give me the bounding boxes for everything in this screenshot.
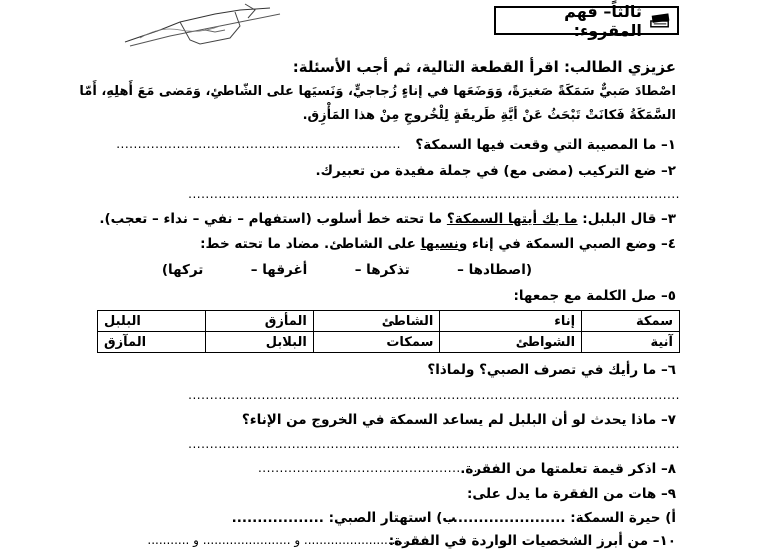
answer-line-2[interactable]: .................................................................................................................. <box>188 187 680 201</box>
table-cell[interactable]: المآزق <box>98 332 206 353</box>
answer-line-6[interactable]: .................................................................................................................. <box>188 388 680 402</box>
passage-line-2: السَّمَكَةُ فَكانَتْ تَبْحَثُ عَنْ أيَّةِ طَريقَةٍ لِلْخُروجِ مِنْ هذا المَأْزِق. <box>302 108 676 123</box>
question-7: ٧– ماذا يحدث لو أن البلبل لم يساعد السمكة في الخروج من الإناء؟ <box>241 412 676 428</box>
question-9-b: ب) استهتار الصبي: .................. <box>231 510 456 526</box>
question-6: ٦– ما رأيك في تصرف الصبي؟ ولماذا؟ <box>427 362 676 378</box>
section-title-box <box>494 1 679 40</box>
question-4-suffix: على الشاطئ. مضاد ما تحته خط: <box>200 236 416 252</box>
answer-line-1[interactable]: .................................................................. <box>116 137 401 151</box>
answer-line-7[interactable]: .................................................................................................................. <box>188 437 680 451</box>
sketch-illustration <box>120 0 285 48</box>
table-cell[interactable]: البلابل <box>205 332 313 353</box>
instruction: عزيزي الطالب: اقرأ القطعة التالية، ثم أجب الأسئلة: <box>292 58 676 76</box>
question-4-prefix: ٤– وضع الصبي السمكة في إناء و <box>458 236 676 252</box>
answer-line-10[interactable]: ................................ و ....................... و ........... <box>147 533 426 547</box>
question-2: ٢– ضع التركيب (مضى مع) في جملة مفيدة من تعبيرك. <box>315 163 676 179</box>
table-row <box>98 311 680 332</box>
table-cell[interactable]: البلبل <box>98 311 206 332</box>
table-cell[interactable]: سمكة <box>582 311 680 332</box>
option-2: تذكرها – <box>354 262 410 278</box>
question-9-a: أ) حيرة السمكة: ....................... <box>447 510 676 526</box>
question-3-underlined: ما بك أيتها السمكة؟ <box>446 211 578 227</box>
question-1: ١– ما المصيبة التي وقعت فيها السمكة؟ <box>415 137 676 153</box>
question-3 <box>99 211 676 227</box>
table-cell[interactable]: إناء <box>440 311 582 332</box>
question-4-options <box>162 262 532 278</box>
question-3-prefix: ٣– قال البلبل: <box>582 211 676 227</box>
question-4-underlined: نسيها <box>420 236 459 252</box>
option-1: (اصطادها – <box>457 262 532 278</box>
passage-line-1: اصْطادَ صَبيٌّ سَمَكَةً صَغيرَةً، وَوَضَعَها في إناءٍ زُجاجيٍّ، وَنَسيَها على الشّاطئِ، وَمَضى مَعَ أَهلِهِ، أَمّا <box>79 84 676 99</box>
table-cell[interactable]: المأزق <box>205 311 313 332</box>
question-4 <box>200 236 676 252</box>
table-cell[interactable]: آنية <box>582 332 680 353</box>
table-row <box>98 332 680 353</box>
question-8: ٨– اذكر قيمة تعلمتها من الفقرة. <box>460 461 676 477</box>
question-3-suffix: ما تحته خط أسلوب (استفهام – نفي – نداء – تعجب). <box>99 211 443 227</box>
table-cell[interactable]: سمكات <box>313 332 440 353</box>
matching-table <box>97 310 680 353</box>
question-10: ١٠– من أبرز الشخصيات الواردة في الفقرة: <box>388 533 676 549</box>
table-cell[interactable]: الشواطئ <box>440 332 582 353</box>
question-5: ٥– صل الكلمة مع جمعها: <box>513 288 676 304</box>
question-9: ٩– هات من الفقرة ما يدل على: <box>467 486 676 502</box>
books-icon <box>648 11 671 31</box>
section-title: ثالثاً– فهم المقروء: <box>564 1 642 40</box>
table-cell[interactable]: الشاطئ <box>313 311 440 332</box>
option-3: أغرقها – <box>250 262 308 278</box>
option-4: تركها) <box>161 262 204 278</box>
answer-line-8[interactable]: ................................................... <box>257 461 478 475</box>
